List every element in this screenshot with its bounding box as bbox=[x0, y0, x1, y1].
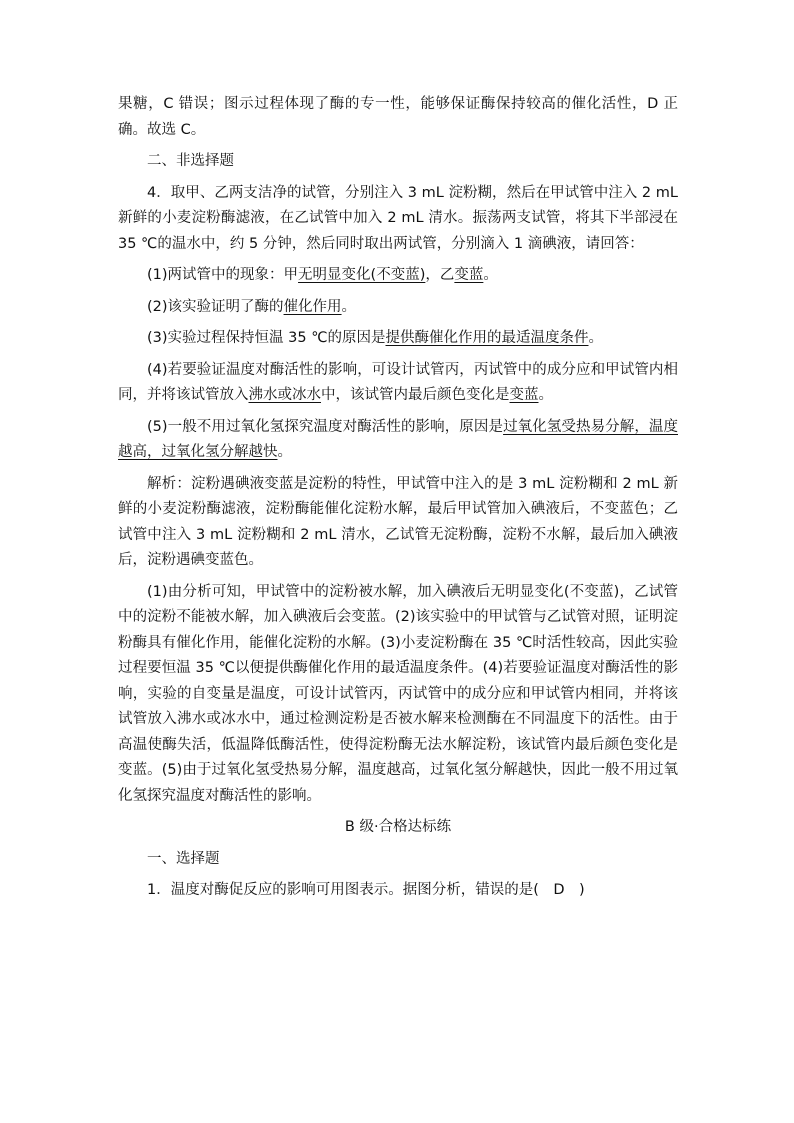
q4-s3-answer: 提供酶催化作用的最适温度条件 bbox=[385, 330, 589, 346]
section-heading-choice: 一、选择题 bbox=[147, 850, 220, 867]
question-4-stem: 4．取甲、乙两支洁净的试管，分别注入 3 mL 淀粉糊，然后在甲试管中注入 2 mL 新鲜的小麦淀粉酶滤液，在乙试管中加入 2 mL 清水。振荡两支试管，将其下半部浸在 35 ℃的温水中，约 5 分钟，然后同时取出两试管，分别滴入 1 滴碘液，请回答： bbox=[118, 184, 678, 252]
analysis-paragraph-2: (1)由分析可知，甲试管中的淀粉被水解，加入碘液后无明显变化(不变蓝)，乙试管中的淀粉不能被水解，加入碘液后会变蓝。(2)该实验中的甲试管与乙试管对照，证明淀粉酶具有催化作用，能催化淀粉的水解。(3)小麦淀粉酶在 35 ℃时活性较高，因此实验过程要恒温 35 ℃以便提供酶催化作用的最适温度条件。(4)若要验证温度对酶活性的影响，实验的自变量是温度，可设计试管丙，丙试管中的成分应和甲试管内相同，并将该试管放入沸水或冰水中，通过检测淀粉是否被水解来检测酶在不同温度下的活性。由于高温使酶失活，低温降低酶活性，使得淀粉酶无法水解淀粉，该试管内最后颜色变化是变蓝。(5)由于过氧化氢受热易分解，温度越高，过氧化氢分解越快，因此一般不用过氧化氢探究温度对酶活性的影响。 bbox=[118, 583, 678, 804]
q4-s2-answer: 催化作用 bbox=[283, 298, 342, 315]
q4-s1-answer-2: 变蓝 bbox=[454, 267, 484, 283]
q4-s1-mid: ，乙 bbox=[425, 267, 455, 283]
question-4-part-1 bbox=[118, 263, 678, 289]
q4-s3-end: 。 bbox=[588, 330, 603, 346]
q4-s5-end: 。 bbox=[277, 444, 292, 460]
question-4-part-5 bbox=[118, 415, 678, 466]
q4-s2-end: 。 bbox=[341, 298, 357, 315]
q4-s1-prefix: (1)两试管中的现象：甲 bbox=[147, 267, 299, 283]
question-4-part-3 bbox=[118, 326, 678, 352]
q4-s1-answer-1: 无明显变化(不变蓝) bbox=[298, 267, 426, 283]
q4-s1-end: 。 bbox=[483, 267, 498, 283]
level-b-question-1: 1．温度对酶促反应的影响可用图表示。据图分析，错误的是( D ) bbox=[147, 882, 585, 898]
q4-s5-answer: 过氧化氢受热易分解，温度越高，过氧化氢分解越快 bbox=[118, 418, 678, 460]
question-4-part-2 bbox=[118, 295, 678, 321]
q4-s4-end: 。 bbox=[538, 387, 553, 403]
question-4-part-4 bbox=[118, 358, 678, 409]
q4-s4-mid: 中，该试管内最后颜色变化是 bbox=[321, 387, 510, 403]
analysis-paragraph-1: 解析：淀粉遇碘液变蓝是淀粉的特性，甲试管中注入的是 3 mL 淀粉糊和 2 mL 新鲜的小麦淀粉酶滤液，淀粉酶能催化淀粉水解，最后甲试管加入碘液后，不变蓝色；乙试管中注入 3 mL 淀粉糊和 2 mL 清水，乙试管无淀粉酶，淀粉不水解，最后加入碘液后，淀粉遇碘变蓝色。 bbox=[118, 475, 678, 568]
q4-s3-prefix: (3)实验过程保持恒温 35 ℃的原因是 bbox=[147, 330, 386, 346]
document-page bbox=[118, 92, 678, 910]
intro-paragraph: 果糖，C 错误；图示过程体现了酶的专一性，能够保证酶保持较高的催化活性，D 正确。故选 C。 bbox=[118, 96, 678, 138]
q4-s4-answer-1: 沸水或冰水 bbox=[248, 387, 321, 403]
q4-s4-prefix: (4)若要验证温度对酶活性的影响，可设计试管丙，丙试管中的成分应和甲试管内相同，并将该试管放入 bbox=[118, 361, 678, 403]
q4-s4-answer-2: 变蓝 bbox=[509, 387, 539, 403]
q4-s5-prefix: (5)一般不用过氧化氢探究温度对酶活性的影响，原因是 bbox=[147, 418, 504, 435]
level-b-heading: B 级·合格达标练 bbox=[344, 819, 452, 835]
q4-s2-prefix: (2)该实验证明了酶的 bbox=[147, 298, 284, 315]
section-heading-nonchoice: 二、非选择题 bbox=[147, 153, 234, 169]
